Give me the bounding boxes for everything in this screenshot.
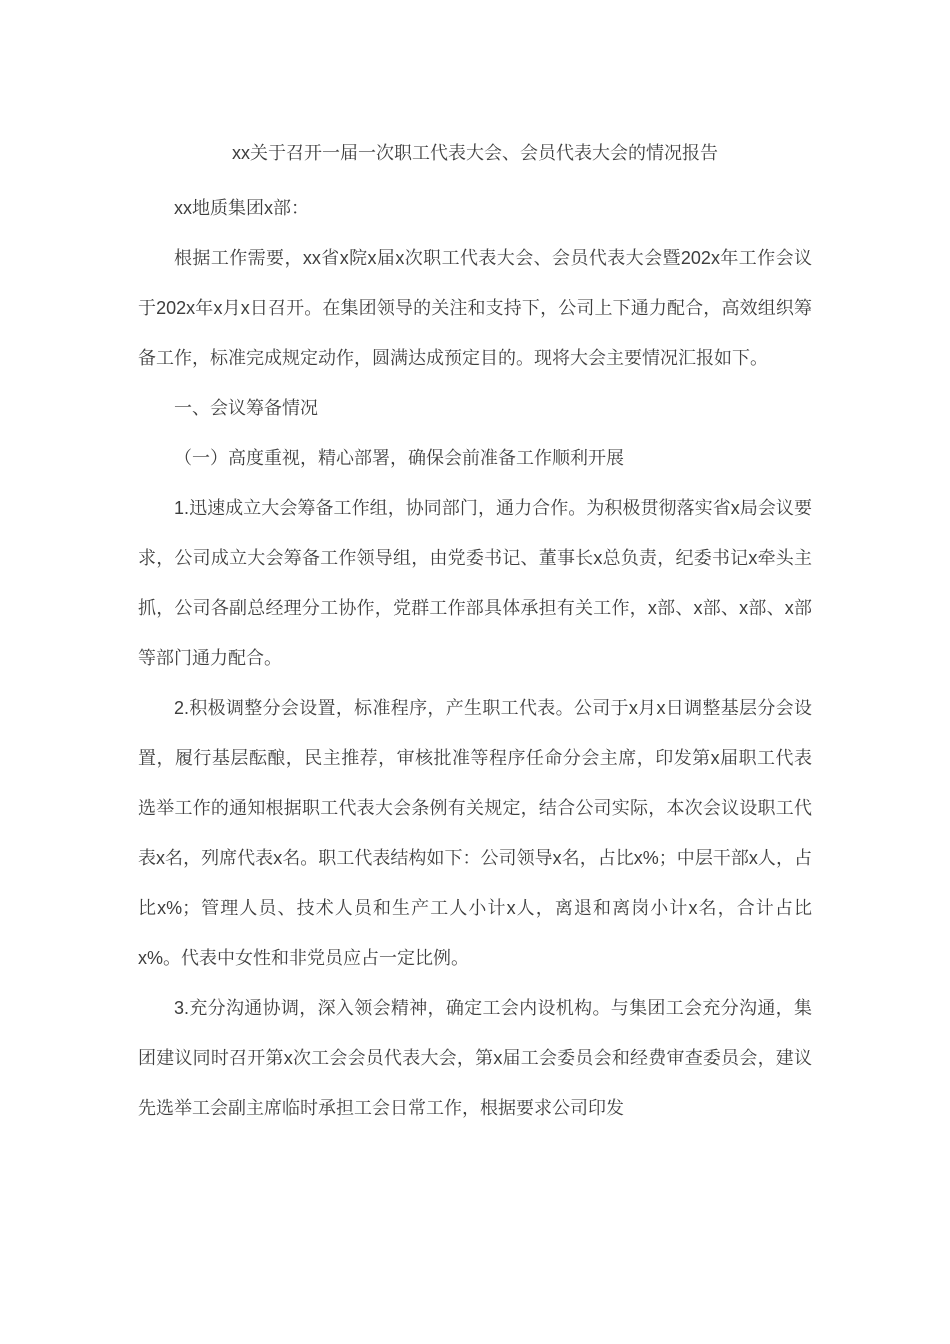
document-title: xx关于召开一届一次职工代表大会、会员代表大会的情况报告 xyxy=(232,143,718,163)
paragraph-opening: 根据工作需要，xx省x院x届x次职工代表大会、会员代表大会暨202x年工作会议于202x年x月x日召开。在集团领导的关注和支持下，公司上下通力配合，高效组织筹备工作，标准完成规定动作，圆满达成预定目的。现将大会主要情况汇报如下。 xyxy=(138,248,812,368)
section-heading-level1: 一、会议筹备情况 xyxy=(174,398,318,418)
paragraph-item-1: 1.迅速成立大会筹备工作组，协同部门，通力合作。为积极贯彻落实省x局会议要求，公司成立大会筹备工作领导组，由党委书记、董事长x总负责，纪委书记x牵头主抓，公司各副总经理分工协作，党群工作部具体承担有关工作，x部、x部、x部、x部等部门通力配合。 xyxy=(138,498,812,668)
salutation-line: xx地质集团x部： xyxy=(174,198,309,218)
section-heading-level2: （一）高度重视，精心部署，确保会前准备工作顺利开展 xyxy=(174,448,624,468)
paragraph-item-2: 2.积极调整分会设置，标准程序，产生职工代表。公司于x月x日调整基层分会设置，履行基层酝酿，民主推荐，审核批准等程序任命分会主席，印发第x届职工代表选举工作的通知根据职工代表大会条例有关规定，结合公司实际，本次会议设职工代表x名，列席代表x名。职工代表结构如下：公司领导x名，占比x%；中层干部x人，占比x%；管理人员、技术人员和生产工人小计x人，离退和离岗小计x名，合计占比x%。代表中女性和非党员应占一定比例。 xyxy=(138,698,812,968)
paragraph-item-3: 3.充分沟通协调，深入领会精神，确定工会内设机构。与集团工会充分沟通，集团建议同时召开第x次工会会员代表大会，第x届工会委员会和经费审查委员会，建议先选举工会副主席临时承担工会日常工作，根据要求公司印发 xyxy=(138,998,812,1118)
